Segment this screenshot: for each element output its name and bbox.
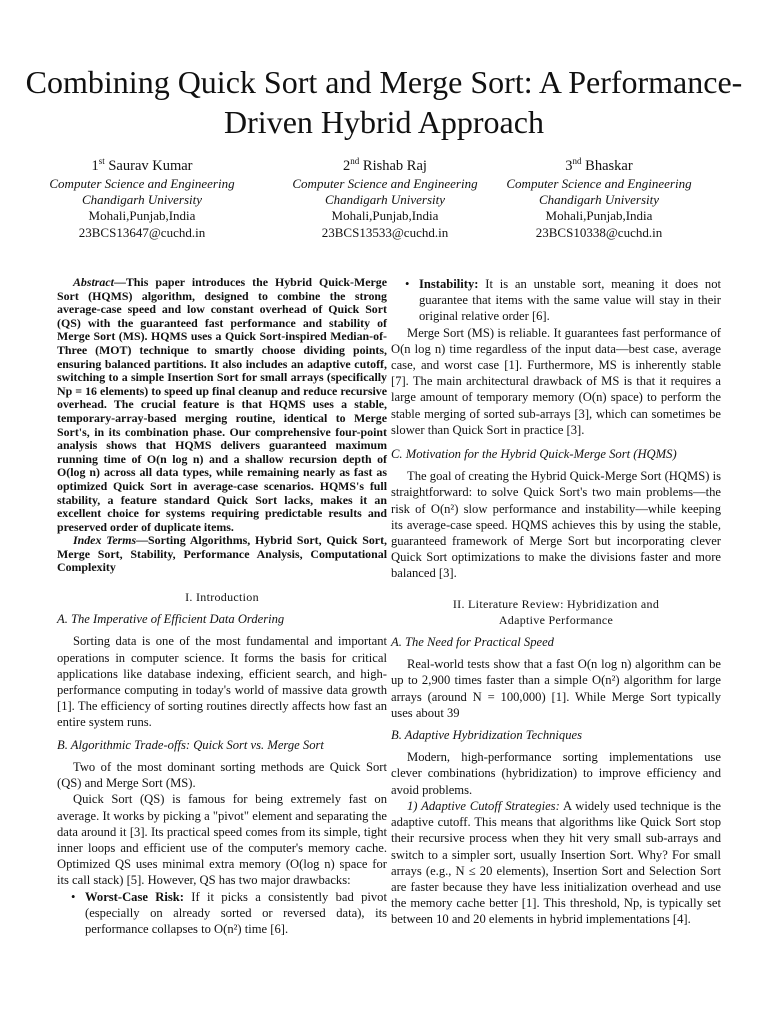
section-heading-introduction: I. Introduction [185,590,259,605]
author-univ: Chandigarh University [538,192,659,208]
author-dept: Computer Science and Engineering [49,176,235,192]
paragraph: Two of the most dominant sorting methods are Quick Sort (QS) and Merge Sort (MS). [57,759,387,791]
author-loc: Mohali,Punjab,India [331,208,439,224]
author-dept: Computer Science and Engineering [506,176,692,192]
author-block-1: 1st Saurav Kumar Computer Science and Engineering Chandigarh University Mohali,Punjab,India 23BCS13647@cuchd.in [37,153,247,241]
author-block-3: 3nd Bhaskar Computer Science and Engineering Chandigarh University Mohali,Punjab,India 23BCS10338@cuchd.in [479,153,719,241]
bullet-item: • Worst-Case Risk: If it picks a consistently bad pivot (especially on already sorted or reversed data), its performance collapses to O(n²) time [6]. [71,889,387,936]
bullet-icon: • [405,277,410,291]
paragraph: Real-world tests show that a fast O(n log n) algorithm can be up to 2,900 times faster than a simple O(n²) algorithm for large arrays (around N = 100,000) [1]. While Merge Sort typically uses about 39 [391,657,721,720]
author-email: 23BCS13533@cuchd.in [321,224,449,240]
subsection-heading: A. The Imperative of Efficient Data Ordering [57,612,285,627]
paragraph: Merge Sort (MS) is reliable. It guarantees fast performance of O(n log n) time regardless of the input data—best case, average case, and worst case [1]. Furthermore, MS is inherently stable [7]. The main architectural drawback of MS is that it requires a large amount of temporary memory (O(n) space) to perform the stable merging of sorted sub-arrays [3], which can sometimes be slower than Quick Sort in practice [3]. [391,325,721,437]
author-name: Saurav Kumar [108,157,193,174]
left-column [57,276,387,937]
author-email: 23BCS10338@cuchd.in [535,224,663,240]
bullet-icon: • [71,889,76,904]
subsection-heading: A. The Need for Practical Speed [391,635,554,650]
paper-title: Combining Quick Sort and Merge Sort: A Performance-Driven Hybrid Approach [25,64,743,140]
author-loc: Mohali,Punjab,India [545,208,653,224]
author-name: Bhaskar [585,157,633,174]
paragraph: Sorting data is one of the most fundamental and important operations in computer science. It forms the basis for critical applications like database indexing, efficient search, and high-performance computing in today's world of massive data growth [1]. The efficiency of sorting routines directly affects how fast an entire system runs. [57,634,387,730]
author-loc: Mohali,Punjab,India [88,208,196,224]
section-heading-literature-review: II. Literature Review: Hybridization and Adaptive Performance [452,596,660,627]
abstract: Abstract—This paper introduces the Hybrid Quick-Merge Sort (HQMS) algorithm, designed to combine the strong average-case speed and low constant overhead of Quick Sort (QS) with the guaranteed fast performance and stability of Merge Sort (MS). HQMS uses a Quick Sort-inspired Median-of-Three (MOT) technique to smartly choose dividing points, ensuring balanced partitions. It also includes an adaptive cutoff, switching to a simple Insertion Sort for small arrays (specifically Np = 16 elements) to speed up final cleanup and reduce recursive overhead. The crucial feature is that HQMS uses a stable, temporary-array-based merging routine, identical to Merge Sort's, in its combination phase. Our comprehensive four-point analysis shows that HQMS delivers guaranteed maximum running time of O(n log n) and a shallow recursion depth of O(log n) across all data types, while remaining nearly as fast as optimized Quick Sort in average-case scenarios. HQMS's full stability, a feature standard Quick Sort lacks, makes it an excellent choice for systems requiring predictable results and preserved order of duplicate items. [57,275,387,534]
index-terms: Index Terms—Sorting Algorithms, Hybrid Sort, Quick Sort, Merge Sort, Stability, Performance Analysis, Computational Complexity [57,533,387,575]
author-univ: Chandigarh University [324,192,445,208]
author-name: Rishab Raj [362,157,427,174]
subsection-heading: B. Adaptive Hybridization Techniques [391,728,582,743]
paragraph: The goal of creating the Hybrid Quick-Merge Sort (HQMS) is straightforward: to solve Quick Sort's two main problems—the risk of O(n²) slow performance and instability—while keeping its average-case speed. HQMS achieves this by using the stable, guaranteed framework of Merge Sort but incorporating clever Quick Sort optimizations to make the divisions faster and more balanced [3]. [391,469,721,581]
right-column [391,276,721,928]
author-email: 23BCS13647@cuchd.in [78,224,206,240]
subsection-heading: B. Algorithmic Trade-offs: Quick Sort vs. Merge Sort [57,737,324,752]
author-block-2: 2nd Rishab Raj Computer Science and Engineering Chandigarh University Mohali,Punjab,India 23BCS13533@cuchd.in [265,153,505,241]
bullet-item: • Instability: It is an unstable sort, meaning it does not guarantee that items with the same value will stay in their original relative order [6]. [405,277,721,324]
subsection-heading: C. Motivation for the Hybrid Quick-Merge Sort (HQMS) [391,447,677,462]
paragraph: 1) Adaptive Cutoff Strategies: A widely used technique is the adaptive cutoff. This means that algorithms like Quick Sort stop their recursive process when they hit very small sub-arrays and switch to a simpler sort, usually Insertion Sort. Why? For small arrays (e.g., N ≤ 20 elements), Insertion Sort and Selection Sort are faster because they have less initialization overhead and use the memory cache better [1]. This threshold, Np, is typically set between 10 and 20 elements in hybrid implementations [4]. [391,798,721,927]
paragraph: Modern, high-performance sorting implementations use clever combinations (hybridization) to improve efficiency and avoid problems. [391,750,721,797]
author-dept: Computer Science and Engineering [292,176,478,192]
paragraph: Quick Sort (QS) is famous for being extremely fast on average. It works by picking a "pivot" element and separating the data around it [3]. Its practical speed comes from its simple, tight inner loops and efficient use of the computer's memory cache. Optimized QS uses minimal extra memory (O(log n) space for its call stack) [5]. However, QS has two major drawbacks: [57,792,387,888]
author-univ: Chandigarh University [81,192,202,208]
